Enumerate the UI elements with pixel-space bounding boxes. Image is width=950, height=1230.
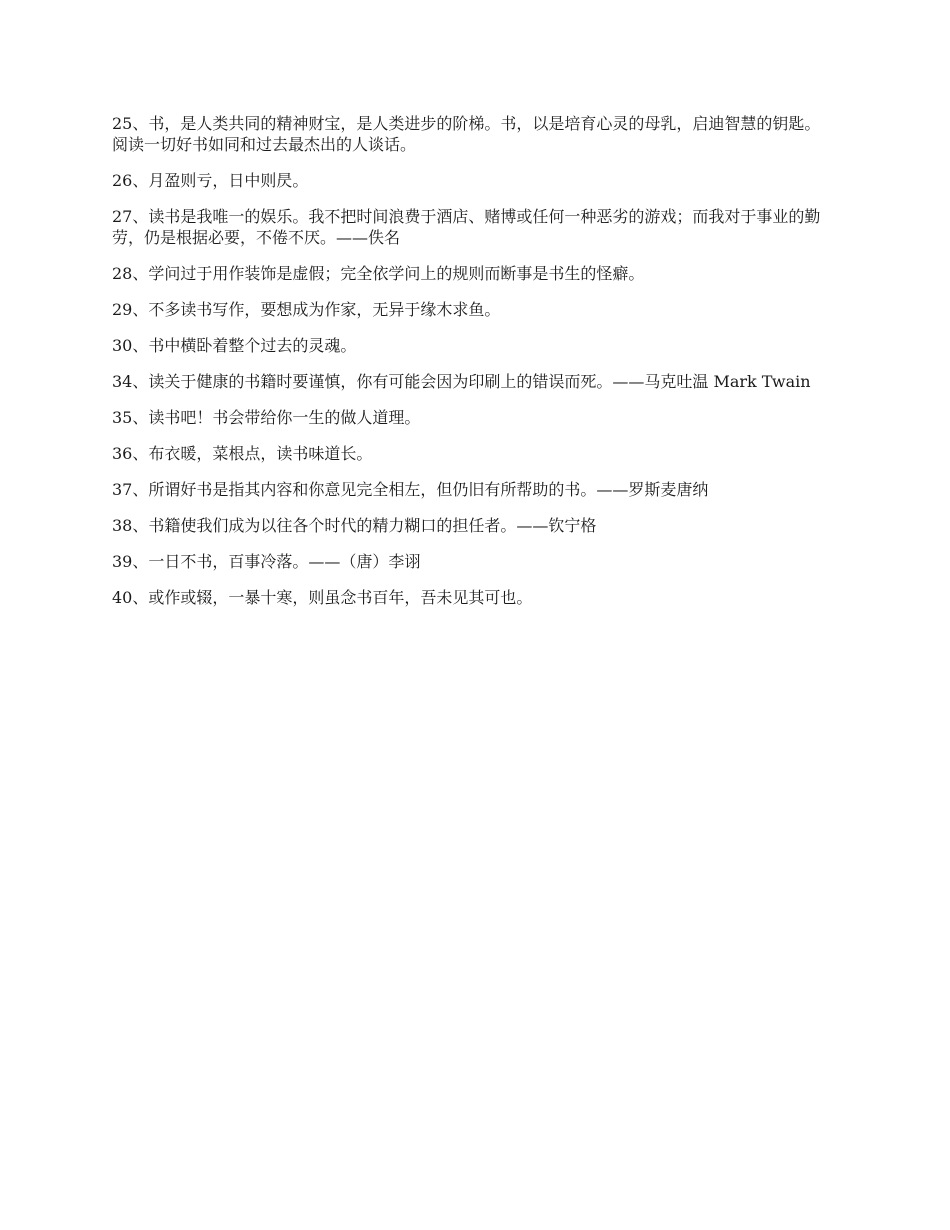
quote-paragraph-34: 34、读关于健康的书籍时要谨慎，你有可能会因为印刷上的错误而死。——马克吐温 Mark Twain (112, 372, 811, 391)
quote-paragraph-29: 29、不多读书写作，要想成为作家，无异于缘木求鱼。 (112, 300, 501, 319)
quote-paragraph-28: 28、学问过于用作装饰是虚假；完全依学问上的规则而断事是书生的怪癖。 (112, 264, 645, 283)
quote-paragraph-25: 25、书，是人类共同的精神财宝，是人类进步的阶梯。书，以是培育心灵的母乳，启迪智慧的钥匙。阅读一切好书如同和过去最杰出的人谈话。 (112, 114, 821, 154)
quote-paragraph-30: 30、书中横卧着整个过去的灵魂。 (112, 336, 357, 355)
quote-paragraph-35: 35、读书吧！书会带给你一生的做人道理。 (112, 408, 421, 427)
quote-paragraph-37: 37、所谓好书是指其内容和你意见完全相左，但仍旧有所帮助的书。——罗斯麦唐纳 (112, 480, 709, 499)
document-body (112, 113, 834, 623)
quote-paragraph-26: 26、月盈则亏，日中则昃。 (112, 171, 309, 190)
quote-paragraph-36: 36、布衣暖，菜根点，读书味道长。 (112, 444, 373, 463)
quote-paragraph-40: 40、或作或辍，一暴十寒，则虽念书百年，吾未见其可也。 (112, 588, 533, 607)
quote-paragraph-39: 39、一日不书，百事冷落。——（唐）李诩 (112, 552, 421, 571)
quote-paragraph-27: 27、读书是我唯一的娱乐。我不把时间浪费于酒店、赌博或任何一种恶劣的游戏；而我对于事业的勤劳，仍是根据必要，不倦不厌。——佚名 (112, 207, 821, 247)
quote-paragraph-38: 38、书籍使我们成为以往各个时代的精力糊口的担任者。——钦宁格 (112, 516, 597, 535)
